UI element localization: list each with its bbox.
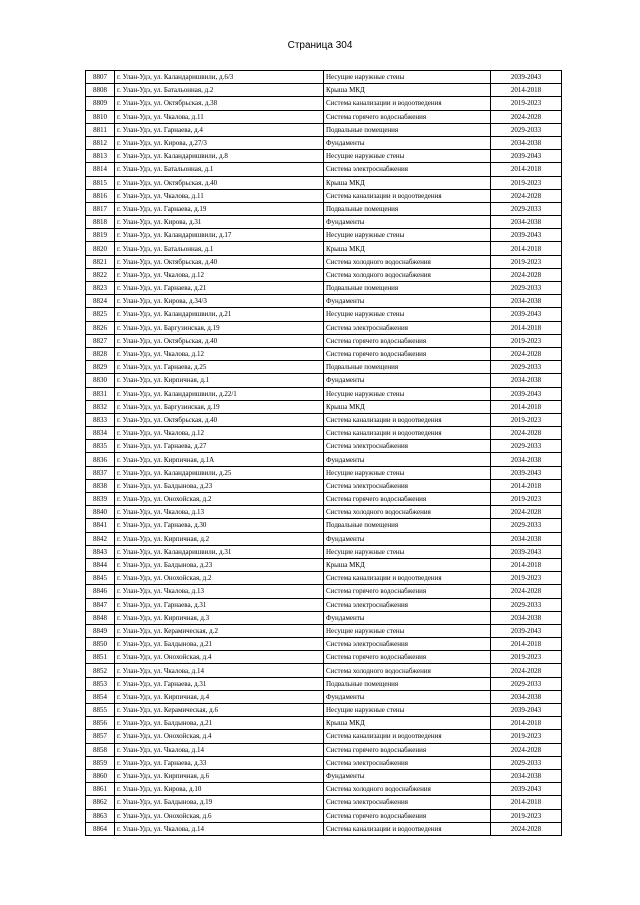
period-cell: 2034-2038 [491, 295, 562, 308]
address-cell: г. Улан-Удэ, ул. Чкалова, д.13 [115, 506, 324, 519]
address-cell: г. Улан-Удэ, ул. Гарнаева, д.33 [115, 756, 324, 769]
work-type-cell: Система канализации и водоотведения [324, 427, 491, 440]
work-type-cell: Подвальные помещения [324, 361, 491, 374]
work-type-cell: Несущие наружные стены [324, 466, 491, 479]
address-cell: г. Улан-Удэ, ул. Чкалова, д.13 [115, 585, 324, 598]
address-cell: г. Улан-Удэ, ул. Каландаришвили, д.25 [115, 466, 324, 479]
row-number: 8827 [86, 334, 115, 347]
period-cell: 2019-2023 [491, 413, 562, 426]
row-number: 8861 [86, 783, 115, 796]
row-number: 8836 [86, 453, 115, 466]
address-cell: г. Улан-Удэ, ул. Октябрьская, д.40 [115, 255, 324, 268]
period-cell: 2019-2023 [491, 255, 562, 268]
address-cell: г. Улан-Удэ, ул. Чкалова, д.11 [115, 110, 324, 123]
address-cell: г. Улан-Удэ, ул. Баргузинская, д.19 [115, 321, 324, 334]
row-number: 8809 [86, 97, 115, 110]
table-row [86, 756, 562, 769]
work-type-cell: Система горячего водоснабжения [324, 585, 491, 598]
row-number: 8851 [86, 651, 115, 664]
row-number: 8818 [86, 216, 115, 229]
address-cell: г. Улан-Удэ, ул. Каландаришвили, д.22/1 [115, 387, 324, 400]
work-type-cell: Крыша МКД [324, 558, 491, 571]
address-cell: г. Улан-Удэ, ул. Каландаришвили, д.17 [115, 229, 324, 242]
work-type-cell: Система канализации и водоотведения [324, 413, 491, 426]
row-number: 8826 [86, 321, 115, 334]
table-row [86, 176, 562, 189]
work-type-cell: Несущие наружные стены [324, 229, 491, 242]
period-cell: 2019-2023 [491, 651, 562, 664]
period-cell: 2014-2018 [491, 163, 562, 176]
address-cell: г. Улан-Удэ, ул. Гарнаева, д.4 [115, 123, 324, 136]
row-number: 8807 [86, 71, 115, 84]
address-cell: г. Улан-Удэ, ул. Кирпичная, д.4 [115, 690, 324, 703]
address-cell: г. Улан-Удэ, ул. Онохойская, д.2 [115, 493, 324, 506]
period-cell: 2014-2018 [491, 717, 562, 730]
table-row [86, 84, 562, 97]
registry-table [85, 70, 562, 836]
table-row [86, 308, 562, 321]
table-row [86, 334, 562, 347]
row-number: 8820 [86, 242, 115, 255]
table-row [86, 532, 562, 545]
row-number: 8860 [86, 769, 115, 782]
table-row [86, 730, 562, 743]
address-cell: г. Улан-Удэ, ул. Кирова, д.31 [115, 216, 324, 229]
period-cell: 2029-2033 [491, 598, 562, 611]
work-type-cell: Система канализации и водоотведения [324, 189, 491, 202]
period-cell: 2039-2043 [491, 229, 562, 242]
work-type-cell: Фундаменты [324, 136, 491, 149]
address-cell: г. Улан-Удэ, ул. Балдынова, д.23 [115, 479, 324, 492]
address-cell: г. Улан-Удэ, ул. Октябрьская, д.40 [115, 334, 324, 347]
work-type-cell: Несущие наружные стены [324, 624, 491, 637]
work-type-cell: Крыша МКД [324, 717, 491, 730]
table-row [86, 611, 562, 624]
period-cell: 2014-2018 [491, 638, 562, 651]
period-cell: 2039-2043 [491, 783, 562, 796]
work-type-cell: Несущие наружные стены [324, 387, 491, 400]
row-number: 8863 [86, 809, 115, 822]
period-cell: 2024-2028 [491, 743, 562, 756]
table-row [86, 783, 562, 796]
address-cell: г. Улан-Удэ, ул. Керамическая, д.6 [115, 704, 324, 717]
table-row [86, 704, 562, 717]
table-row [86, 255, 562, 268]
address-cell: г. Улан-Удэ, ул. Гарнаева, д.25 [115, 361, 324, 374]
row-number: 8817 [86, 202, 115, 215]
work-type-cell: Фундаменты [324, 453, 491, 466]
address-cell: г. Улан-Удэ, ул. Кирпичная, д.1А [115, 453, 324, 466]
work-type-cell: Система электроснабжения [324, 598, 491, 611]
row-number: 8843 [86, 545, 115, 558]
table-row [86, 400, 562, 413]
table-row [86, 809, 562, 822]
address-cell: г. Улан-Удэ, ул. Чкалова, д.12 [115, 268, 324, 281]
period-cell: 2029-2033 [491, 519, 562, 532]
table-row [86, 150, 562, 163]
work-type-cell: Крыша МКД [324, 176, 491, 189]
work-type-cell: Система электроснабжения [324, 638, 491, 651]
table-row [86, 651, 562, 664]
period-cell: 2024-2028 [491, 506, 562, 519]
period-cell: 2024-2028 [491, 189, 562, 202]
table-row [86, 769, 562, 782]
address-cell: г. Улан-Удэ, ул. Батальонная, д.1 [115, 242, 324, 255]
work-type-cell: Система холодного водоснабжения [324, 783, 491, 796]
row-number: 8854 [86, 690, 115, 703]
period-cell: 2014-2018 [491, 242, 562, 255]
row-number: 8841 [86, 519, 115, 532]
table-row [86, 123, 562, 136]
work-type-cell: Система канализации и водоотведения [324, 730, 491, 743]
period-cell: 2039-2043 [491, 466, 562, 479]
period-cell: 2029-2033 [491, 440, 562, 453]
table-row [86, 677, 562, 690]
row-number: 8835 [86, 440, 115, 453]
table-row [86, 822, 562, 835]
address-cell: г. Улан-Удэ, ул. Кирова, д.34/3 [115, 295, 324, 308]
work-type-cell: Фундаменты [324, 769, 491, 782]
period-cell: 2019-2023 [491, 334, 562, 347]
period-cell: 2034-2038 [491, 532, 562, 545]
table-row [86, 690, 562, 703]
row-number: 8859 [86, 756, 115, 769]
table-row [86, 202, 562, 215]
work-type-cell: Система канализации и водоотведения [324, 822, 491, 835]
address-cell: г. Улан-Удэ, ул. Кирпичная, д.3 [115, 611, 324, 624]
table-row [86, 796, 562, 809]
table-row [86, 321, 562, 334]
work-type-cell: Система электроснабжения [324, 163, 491, 176]
period-cell: 2039-2043 [491, 308, 562, 321]
work-type-cell: Система холодного водоснабжения [324, 506, 491, 519]
row-number: 8853 [86, 677, 115, 690]
address-cell: г. Улан-Удэ, ул. Каландаришвили, д.6/3 [115, 71, 324, 84]
address-cell: г. Улан-Удэ, ул. Онохойская, д.4 [115, 651, 324, 664]
address-cell: г. Улан-Удэ, ул. Каландаришвили, д.8 [115, 150, 324, 163]
table-row [86, 374, 562, 387]
address-cell: г. Улан-Удэ, ул. Балдынова, д.23 [115, 558, 324, 571]
period-cell: 2024-2028 [491, 664, 562, 677]
table-row [86, 347, 562, 360]
period-cell: 2019-2023 [491, 809, 562, 822]
period-cell: 2029-2033 [491, 282, 562, 295]
work-type-cell: Система холодного водоснабжения [324, 268, 491, 281]
address-cell: г. Улан-Удэ, ул. Чкалова, д.14 [115, 822, 324, 835]
table-row [86, 598, 562, 611]
address-cell: г. Улан-Удэ, ул. Керамическая, д.2 [115, 624, 324, 637]
work-type-cell: Система горячего водоснабжения [324, 809, 491, 822]
work-type-cell: Система электроснабжения [324, 440, 491, 453]
period-cell: 2039-2043 [491, 545, 562, 558]
work-type-cell: Фундаменты [324, 374, 491, 387]
table-row [86, 229, 562, 242]
page-title: Страница 304 [287, 40, 353, 51]
work-type-cell: Система электроснабжения [324, 756, 491, 769]
address-cell: г. Улан-Удэ, ул. Гарнаева, д.31 [115, 598, 324, 611]
row-number: 8845 [86, 572, 115, 585]
row-number: 8819 [86, 229, 115, 242]
address-cell: г. Улан-Удэ, ул. Октябрьская, д.38 [115, 97, 324, 110]
period-cell: 2024-2028 [491, 268, 562, 281]
table-row [86, 97, 562, 110]
table-row [86, 295, 562, 308]
row-number: 8824 [86, 295, 115, 308]
period-cell: 2014-2018 [491, 321, 562, 334]
work-type-cell: Система горячего водоснабжения [324, 347, 491, 360]
address-cell: г. Улан-Удэ, ул. Чкалова, д.12 [115, 427, 324, 440]
table-row [86, 282, 562, 295]
period-cell: 2039-2043 [491, 624, 562, 637]
table-row [86, 638, 562, 651]
period-cell: 2034-2038 [491, 769, 562, 782]
work-type-cell: Подвальные помещения [324, 282, 491, 295]
work-type-cell: Система электроснабжения [324, 796, 491, 809]
row-number: 8810 [86, 110, 115, 123]
table-row [86, 453, 562, 466]
work-type-cell: Подвальные помещения [324, 202, 491, 215]
row-number: 8858 [86, 743, 115, 756]
period-cell: 2034-2038 [491, 611, 562, 624]
row-number: 8844 [86, 558, 115, 571]
row-number: 8821 [86, 255, 115, 268]
address-cell: г. Улан-Удэ, ул. Онохойская, д.4 [115, 730, 324, 743]
work-type-cell: Система горячего водоснабжения [324, 110, 491, 123]
row-number: 8849 [86, 624, 115, 637]
table-row [86, 268, 562, 281]
address-cell: г. Улан-Удэ, ул. Кирова, д.27/3 [115, 136, 324, 149]
address-cell: г. Улан-Удэ, ул. Кирпичная, д.1 [115, 374, 324, 387]
row-number: 8829 [86, 361, 115, 374]
period-cell: 2019-2023 [491, 493, 562, 506]
table-row [86, 519, 562, 532]
address-cell: г. Улан-Удэ, ул. Онохойская, д.2 [115, 572, 324, 585]
period-cell: 2014-2018 [491, 796, 562, 809]
row-number: 8811 [86, 123, 115, 136]
work-type-cell: Фундаменты [324, 295, 491, 308]
address-cell: г. Улан-Удэ, ул. Балдынова, д.19 [115, 796, 324, 809]
row-number: 8833 [86, 413, 115, 426]
row-number: 8855 [86, 704, 115, 717]
table-row [86, 189, 562, 202]
period-cell: 2024-2028 [491, 427, 562, 440]
period-cell: 2024-2028 [491, 347, 562, 360]
row-number: 8840 [86, 506, 115, 519]
row-number: 8838 [86, 479, 115, 492]
period-cell: 2034-2038 [491, 136, 562, 149]
period-cell: 2014-2018 [491, 479, 562, 492]
table-row [86, 624, 562, 637]
work-type-cell: Система горячего водоснабжения [324, 743, 491, 756]
table-row [86, 163, 562, 176]
row-number: 8830 [86, 374, 115, 387]
work-type-cell: Фундаменты [324, 216, 491, 229]
work-type-cell: Система канализации и водоотведения [324, 572, 491, 585]
period-cell: 2034-2038 [491, 453, 562, 466]
row-number: 8852 [86, 664, 115, 677]
work-type-cell: Несущие наружные стены [324, 545, 491, 558]
work-type-cell: Система холодного водоснабжения [324, 255, 491, 268]
table-row [86, 506, 562, 519]
work-type-cell: Крыша МКД [324, 400, 491, 413]
row-number: 8816 [86, 189, 115, 202]
address-cell: г. Улан-Удэ, ул. Гарнаева, д.19 [115, 202, 324, 215]
period-cell: 2029-2033 [491, 202, 562, 215]
work-type-cell: Крыша МКД [324, 84, 491, 97]
period-cell: 2024-2028 [491, 822, 562, 835]
period-cell: 2034-2038 [491, 374, 562, 387]
table-row [86, 717, 562, 730]
address-cell: г. Улан-Удэ, ул. Октябрьская, д.40 [115, 176, 324, 189]
table-row [86, 110, 562, 123]
table-row [86, 440, 562, 453]
address-cell: г. Улан-Удэ, ул. Гарнаева, д.27 [115, 440, 324, 453]
work-type-cell: Несущие наружные стены [324, 308, 491, 321]
work-type-cell: Несущие наружные стены [324, 704, 491, 717]
address-cell: г. Улан-Удэ, ул. Гарнаева, д.21 [115, 282, 324, 295]
period-cell: 2019-2023 [491, 730, 562, 743]
row-number: 8825 [86, 308, 115, 321]
address-cell: г. Улан-Удэ, ул. Октябрьская, д.40 [115, 413, 324, 426]
table-row [86, 413, 562, 426]
period-cell: 2024-2028 [491, 110, 562, 123]
address-cell: г. Улан-Удэ, ул. Чкалова, д.12 [115, 347, 324, 360]
address-cell: г. Улан-Удэ, ул. Батальонная, д.2 [115, 84, 324, 97]
table-row [86, 743, 562, 756]
address-cell: г. Улан-Удэ, ул. Онохойская, д.6 [115, 809, 324, 822]
table-row [86, 136, 562, 149]
row-number: 8815 [86, 176, 115, 189]
table-row [86, 479, 562, 492]
work-type-cell: Система холодного водоснабжения [324, 664, 491, 677]
address-cell: г. Улан-Удэ, ул. Каландаришвили, д.21 [115, 308, 324, 321]
address-cell: г. Улан-Удэ, ул. Балдынова, д.21 [115, 638, 324, 651]
address-cell: г. Улан-Удэ, ул. Каландаришвили, д.31 [115, 545, 324, 558]
period-cell: 2039-2043 [491, 704, 562, 717]
address-cell: г. Улан-Удэ, ул. Гарнаева, д.31 [115, 677, 324, 690]
row-number: 8814 [86, 163, 115, 176]
row-number: 8822 [86, 268, 115, 281]
period-cell: 2039-2043 [491, 150, 562, 163]
address-cell: г. Улан-Удэ, ул. Чкалова, д.14 [115, 664, 324, 677]
table-row [86, 361, 562, 374]
table-row [86, 572, 562, 585]
period-cell: 2029-2033 [491, 677, 562, 690]
table-row [86, 242, 562, 255]
period-cell: 2029-2033 [491, 756, 562, 769]
period-cell: 2024-2028 [491, 585, 562, 598]
period-cell: 2019-2023 [491, 176, 562, 189]
table-row [86, 664, 562, 677]
address-cell: г. Улан-Удэ, ул. Чкалова, д.14 [115, 743, 324, 756]
table-row [86, 545, 562, 558]
table-row [86, 585, 562, 598]
table-row [86, 216, 562, 229]
row-number: 8832 [86, 400, 115, 413]
period-cell: 2029-2033 [491, 123, 562, 136]
row-number: 8813 [86, 150, 115, 163]
work-type-cell: Фундаменты [324, 690, 491, 703]
row-number: 8812 [86, 136, 115, 149]
row-number: 8856 [86, 717, 115, 730]
row-number: 8834 [86, 427, 115, 440]
registry-table-body [86, 71, 562, 836]
period-cell: 2014-2018 [491, 400, 562, 413]
row-number: 8842 [86, 532, 115, 545]
row-number: 8864 [86, 822, 115, 835]
address-cell: г. Улан-Удэ, ул. Кирпичная, д.6 [115, 769, 324, 782]
address-cell: г. Улан-Удэ, ул. Баргузинская, д.19 [115, 400, 324, 413]
period-cell: 2029-2033 [491, 361, 562, 374]
work-type-cell: Система горячего водоснабжения [324, 334, 491, 347]
work-type-cell: Крыша МКД [324, 242, 491, 255]
row-number: 8857 [86, 730, 115, 743]
work-type-cell: Система горячего водоснабжения [324, 651, 491, 664]
row-number: 8823 [86, 282, 115, 295]
row-number: 8847 [86, 598, 115, 611]
work-type-cell: Система электроснабжения [324, 321, 491, 334]
address-cell: г. Улан-Удэ, ул. Балдынова, д.21 [115, 717, 324, 730]
table-row [86, 466, 562, 479]
table-row [86, 387, 562, 400]
period-cell: 2019-2023 [491, 97, 562, 110]
row-number: 8839 [86, 493, 115, 506]
work-type-cell: Подвальные помещения [324, 519, 491, 532]
period-cell: 2039-2043 [491, 387, 562, 400]
work-type-cell: Несущие наружные стены [324, 71, 491, 84]
row-number: 8848 [86, 611, 115, 624]
row-number: 8862 [86, 796, 115, 809]
period-cell: 2034-2038 [491, 690, 562, 703]
period-cell: 2014-2018 [491, 558, 562, 571]
work-type-cell: Система электроснабжения [324, 479, 491, 492]
row-number: 8837 [86, 466, 115, 479]
work-type-cell: Фундаменты [324, 611, 491, 624]
address-cell: г. Улан-Удэ, ул. Кирпичная, д.2 [115, 532, 324, 545]
work-type-cell: Подвальные помещения [324, 677, 491, 690]
table-row [86, 558, 562, 571]
table-row [86, 427, 562, 440]
work-type-cell: Система канализации и водоотведения [324, 97, 491, 110]
address-cell: г. Улан-Удэ, ул. Гарнаева, д.30 [115, 519, 324, 532]
address-cell: г. Улан-Удэ, ул. Кирова, д.10 [115, 783, 324, 796]
row-number: 8831 [86, 387, 115, 400]
period-cell: 2034-2038 [491, 216, 562, 229]
row-number: 8828 [86, 347, 115, 360]
period-cell: 2019-2023 [491, 572, 562, 585]
table-row [86, 71, 562, 84]
row-number: 8846 [86, 585, 115, 598]
work-type-cell: Подвальные помещения [324, 123, 491, 136]
work-type-cell: Система горячего водоснабжения [324, 493, 491, 506]
address-cell: г. Улан-Удэ, ул. Чкалова, д.11 [115, 189, 324, 202]
row-number: 8850 [86, 638, 115, 651]
period-cell: 2014-2018 [491, 84, 562, 97]
table-row [86, 493, 562, 506]
work-type-cell: Несущие наружные стены [324, 150, 491, 163]
period-cell: 2039-2043 [491, 71, 562, 84]
row-number: 8808 [86, 84, 115, 97]
address-cell: г. Улан-Удэ, ул. Батальонная, д.1 [115, 163, 324, 176]
work-type-cell: Фундаменты [324, 532, 491, 545]
